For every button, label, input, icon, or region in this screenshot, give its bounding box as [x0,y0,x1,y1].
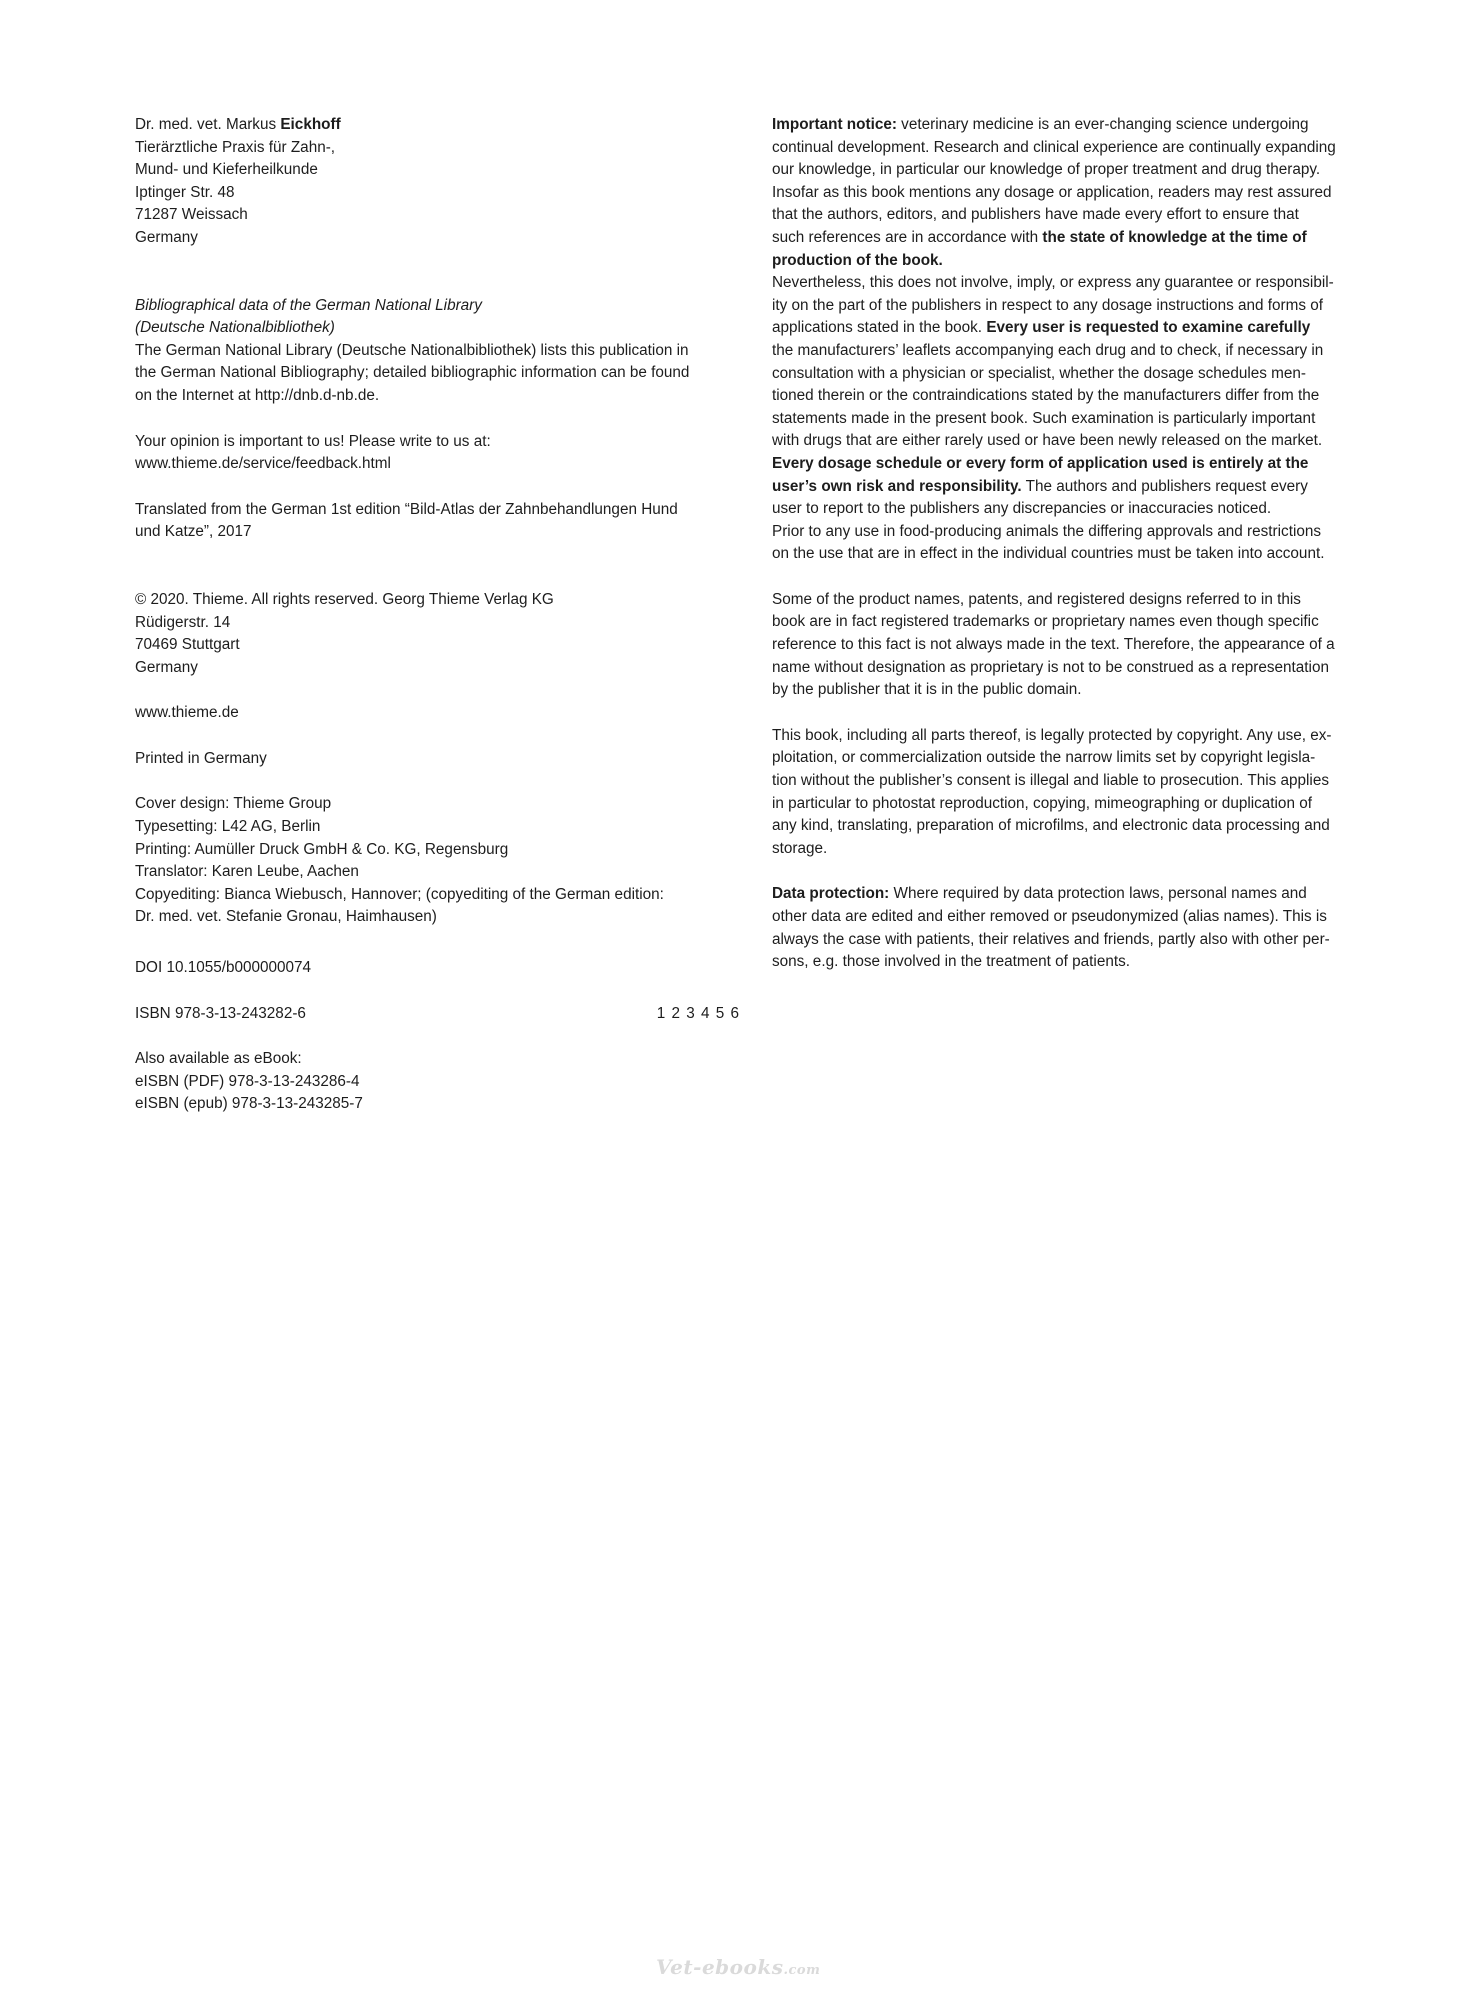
author-line: Iptinger Str. 48 [135,183,235,201]
ebook-line: Also available as eBook: [135,1050,302,1068]
author-line: Tierärztliche Praxis für Zahn-, [135,138,336,156]
copyright-line: tion without the publisher’s consent is illegal and liable to prosecution. This applies [772,772,1329,790]
credit-line: Cover design: Thieme Group [135,795,332,813]
feedback-line: Your opinion is important to us! Please write to us at: [135,432,491,450]
notice-line: user’s own risk and responsibility. The authors and publishers request every [772,477,1308,495]
notice-line: applications stated in the book. Every user is requested to examine carefully [772,319,1311,337]
author-line: 71287 Weissach [135,206,248,224]
print-run-numbers: 1 2 3 4 5 6 [656,1004,740,1022]
data-protection-line: sons, e.g. those involved in the treatment of patients. [772,953,1130,971]
isbn-row [135,1003,740,1026]
data-protection-line: other data are edited and either removed or pseudonymized (alias names). This is [772,908,1327,925]
bibliographic-line: The German National Library (Deutsche Nationalbibliothek) lists this publication in [135,341,689,359]
bibliographic-line: on the Internet at http://dnb.d-nb.de. [135,386,380,404]
publisher-line: © 2020. Thieme. All rights reserved. Georg Thieme Verlag KG [135,590,554,608]
ebook-block [135,1048,740,1116]
notice-line: consultation with a physician or specialist, whether the dosage schedules men- [772,364,1306,382]
notice-line: on the use that are in effect in the individual countries must be taken into account. [772,545,1325,563]
publisher-line: Rüdigerstr. 14 [135,613,231,631]
author-name: Dr. med. vet. Markus Eickhoff [135,116,341,133]
notice-line: Prior to any use in food-producing animals the differing approvals and restrictions [772,522,1322,540]
notice-line: such references are in accordance with the state of knowledge at the time of [772,228,1307,246]
credit-line: Dr. med. vet. Stefanie Gronau, Haimhausen) [135,908,437,926]
notice-line: the manufacturers’ leaflets accompanying each drug and to check, if necessary in [772,341,1324,359]
publisher-block [135,589,740,679]
notice-line: our knowledge, in particular our knowledge of proper treatment and drug therapy. [772,161,1321,179]
notice-line: Every dosage schedule or every form of application used is entirely at the [772,454,1309,472]
trademarks-line: reference to this fact is not always made in the text. Therefore, the appearance of a [772,636,1335,654]
notice-line: that the authors, editors, and publishers have made every effort to ensure that [772,206,1299,224]
bibliographic-heading: Bibliographical data of the German National Library [135,296,482,314]
copyright-line: in particular to photostat reproduction, copying, mimeographing or duplication of [772,794,1312,812]
doi: DOI 10.1055/b000000074 [135,959,312,977]
trademarks-line: by the publisher that it is in the public domain. [772,681,1082,699]
notice-line: tioned therein or the contraindications stated by the manufacturers differ from the [772,387,1320,405]
credit-line: Typesetting: L42 AG, Berlin [135,818,321,836]
notice-line: Insofar as this book mentions any dosage or application, readers may rest assured [772,183,1332,201]
ebook-line: eISBN (epub) 978-3-13-243285-7 [135,1095,363,1113]
bibliographic-block [135,295,740,408]
data-protection-paragraph [772,883,1376,973]
notice-line: statements made in the present book. Such examination is particularly important [772,409,1316,427]
credits-block [135,793,740,929]
notice-line: ity on the part of the publishers in respect to any dosage instructions and forms of [772,296,1323,314]
bibliographic-heading: (Deutsche Nationalbibliothek) [135,319,335,337]
isbn: ISBN 978-3-13-243282-6 [135,1004,306,1022]
trademarks-line: name without designation as proprietary is not to be construed as a representation [772,658,1329,676]
notice-line: with drugs that are either rarely used or have been newly released on the market. [772,432,1323,450]
data-protection-line: Data protection: Where required by data protection laws, personal names and [772,885,1307,903]
notice-line: continual development. Research and clinical experience are continually expanding [772,138,1336,156]
trademarks-line: Some of the product names, patents, and registered designs referred to in this [772,590,1301,608]
notice-line: Nevertheless, this does not involve, imply, or express any guarantee or responsibil- [772,274,1334,292]
copyright-line: ploitation, or commercialization outside the narrow limits set by copyright legisla- [772,749,1316,767]
bibliographic-line: the German National Bibliography; detailed bibliographic information can be found [135,364,690,382]
translation-line: und Katze”, 2017 [135,523,252,541]
copyright-line: any kind, translating, preparation of microfilms, and electronic data processing and [772,817,1330,835]
trademarks-paragraph [772,589,1376,702]
credit-line: Copyediting: Bianca Wiebusch, Hannover; (copyediting of the German edition: [135,885,664,903]
feedback-url: www.thieme.de/service/feedback.html [135,455,391,473]
copyright-line: This book, including all parts thereof, is legally protected by copyright. Any use, ex- [772,726,1332,744]
feedback-block [135,431,740,476]
author-block [135,114,740,250]
notice-label: Important notice: [772,116,897,133]
notice-line: Important notice: veterinary medicine is an ever-changing science undergoing [772,116,1309,133]
website: www.thieme.de [135,704,239,722]
credit-line: Printing: Aumüller Druck GmbH & Co. KG, Regensburg [135,840,509,858]
data-protection-label: Data protection: [772,885,890,903]
translation-line: Translated from the German 1st edition “Bild-Atlas der Zahnbehandlungen Hund [135,500,678,518]
notice-line: production of the book. [772,251,943,269]
credit-line: Translator: Karen Leube, Aachen [135,863,359,881]
data-protection-line: always the case with patients, their relatives and friends, partly also with other per- [772,930,1330,948]
left-column [135,114,740,1116]
ebook-line: eISBN (PDF) 978-3-13-243286-4 [135,1072,360,1090]
printed-in: Printed in Germany [135,749,267,767]
notice-line: user to report to the publishers any discrepancies or inaccuracies noticed. [772,500,1272,518]
trademarks-line: book are in fact registered trademarks or proprietary names even though specific [772,613,1319,631]
watermark-logo: Vet-ebooks.com [656,1955,821,1979]
author-line: Germany [135,228,198,246]
publisher-line: 70469 Stuttgart [135,636,240,654]
publisher-line: Germany [135,658,198,676]
important-notice [772,114,1376,566]
translation-block [135,499,740,544]
copyright-paragraph [772,725,1376,861]
author-line: Mund- und Kieferheilkunde [135,161,318,179]
right-column [772,114,1376,974]
copyright-line: storage. [772,839,828,857]
